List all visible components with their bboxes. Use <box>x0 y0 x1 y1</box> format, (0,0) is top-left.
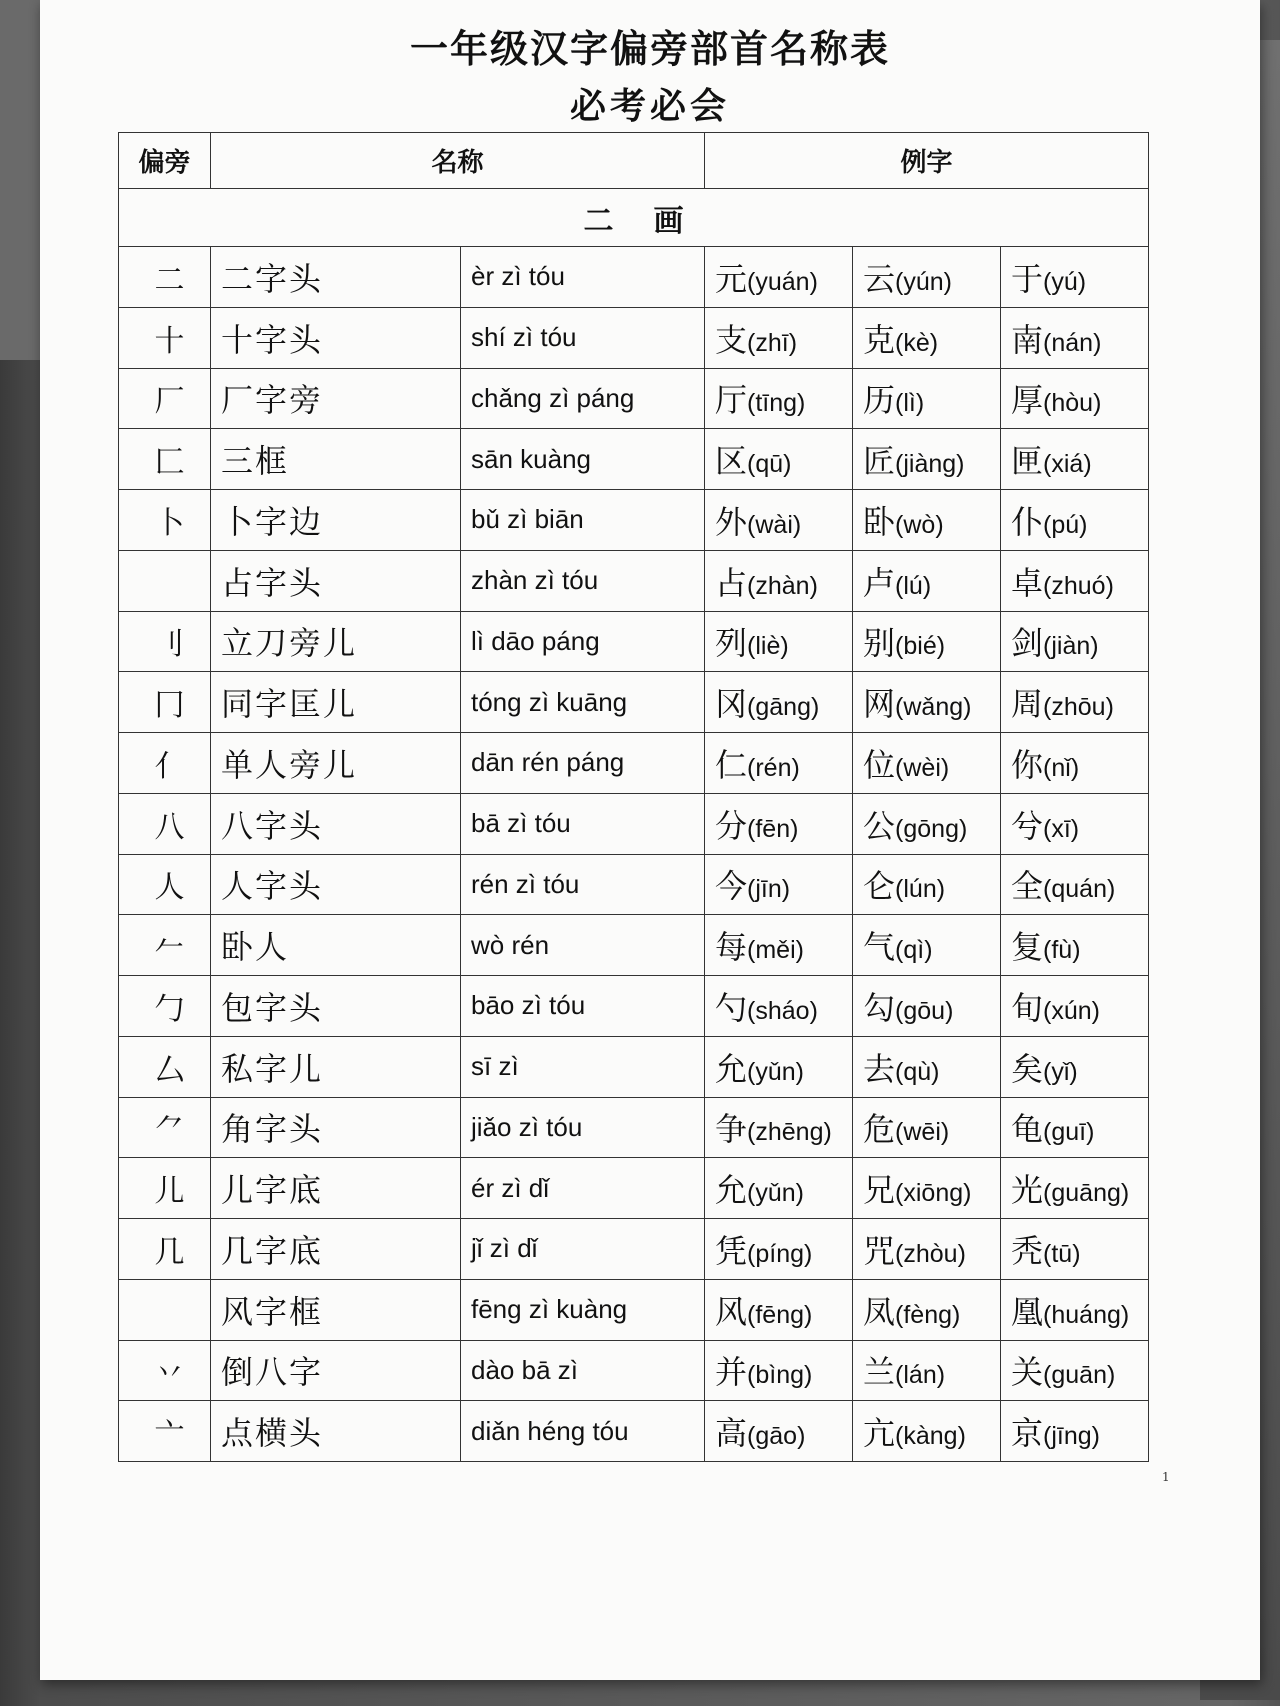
example-pinyin: (zhēng) <box>747 1118 832 1147</box>
example-cell <box>853 915 1001 976</box>
pinyin-cell: bǔ zì biān <box>461 490 705 551</box>
table-row <box>119 1158 1149 1219</box>
example-cell <box>853 672 1001 733</box>
name-cell: 二字头 <box>211 247 461 308</box>
example-char: 厚 <box>1011 381 1044 420</box>
example-char: 云 <box>863 259 896 298</box>
example-char: 秃 <box>1011 1231 1044 1270</box>
radical-cell: 儿 <box>119 1158 211 1219</box>
example-char: 冈 <box>715 685 748 724</box>
example-cell <box>705 733 853 794</box>
example-char: 咒 <box>863 1231 896 1270</box>
example-cell <box>1001 976 1149 1037</box>
example-pinyin: (xún) <box>1043 996 1100 1025</box>
example-cell <box>853 793 1001 854</box>
example-pinyin: (fèng) <box>895 1300 961 1329</box>
example-cell <box>705 550 853 611</box>
example-pinyin: (jiàn) <box>1043 632 1099 661</box>
radical-cell: ⺈ <box>119 1097 211 1158</box>
example-cell <box>1001 611 1149 672</box>
example-cell <box>705 368 853 429</box>
pinyin-cell: sān kuàng <box>461 429 705 490</box>
example-char: 克 <box>863 320 896 359</box>
example-pinyin: (fù) <box>1043 936 1081 965</box>
example-char: 分 <box>715 806 748 845</box>
example-char: 于 <box>1011 259 1044 298</box>
example-char: 仁 <box>715 745 748 784</box>
example-pinyin: (xiōng) <box>895 1179 972 1208</box>
page-title: 一年级汉字偏旁部首名称表 <box>409 27 890 71</box>
example-cell <box>853 429 1001 490</box>
radical-cell: 匚 <box>119 429 211 490</box>
pinyin-cell: rén zì tóu <box>461 854 705 915</box>
example-char: 公 <box>863 806 896 845</box>
example-char: 卢 <box>863 563 896 602</box>
example-cell <box>705 490 853 551</box>
example-pinyin: (píng) <box>747 1239 813 1268</box>
example-char: 南 <box>1011 320 1044 359</box>
example-pinyin: (guāng) <box>1043 1179 1130 1208</box>
table-row <box>119 1097 1149 1158</box>
example-pinyin: (liè) <box>747 632 789 661</box>
example-cell <box>1001 368 1149 429</box>
example-char: 卧 <box>863 502 896 541</box>
example-pinyin: (zhòu) <box>895 1239 966 1268</box>
example-pinyin: (jīn) <box>747 875 791 904</box>
section-row <box>119 189 1149 247</box>
example-cell <box>1001 915 1149 976</box>
example-char: 光 <box>1011 1171 1044 1210</box>
example-pinyin: (xiá) <box>1043 450 1092 479</box>
example-cell <box>1001 429 1149 490</box>
paper-sheet <box>40 0 1260 1680</box>
example-cell <box>1001 1036 1149 1097</box>
example-cell <box>853 733 1001 794</box>
example-pinyin: (wài) <box>747 510 802 539</box>
example-pinyin: (quán) <box>1043 875 1116 904</box>
example-char: 勾 <box>863 988 896 1027</box>
name-cell: 单人旁儿 <box>211 733 461 794</box>
table-row <box>119 854 1149 915</box>
pinyin-cell: bāo zì tóu <box>461 976 705 1037</box>
radical-cell: 亻 <box>119 733 211 794</box>
example-cell <box>853 1340 1001 1401</box>
name-cell: 倒八字 <box>211 1340 461 1401</box>
radical-cell: 厶 <box>119 1036 211 1097</box>
name-cell: 风字框 <box>211 1279 461 1340</box>
radical-cell: 勹 <box>119 976 211 1037</box>
example-cell <box>705 915 853 976</box>
name-cell: 点横头 <box>211 1401 461 1462</box>
example-pinyin: (qù) <box>895 1057 940 1086</box>
example-char: 凰 <box>1011 1292 1044 1331</box>
name-cell: 几字底 <box>211 1219 461 1280</box>
example-pinyin: (qì) <box>895 936 933 965</box>
example-char: 关 <box>1011 1353 1044 1392</box>
example-char: 允 <box>715 1049 748 1088</box>
table-row <box>119 1340 1149 1401</box>
radical-cell: 几 <box>119 1219 211 1280</box>
pinyin-cell: chǎng zì páng <box>461 368 705 429</box>
example-char: 元 <box>715 259 748 298</box>
example-char: 匠 <box>863 442 896 481</box>
example-pinyin: (wēi) <box>895 1118 950 1147</box>
example-pinyin: (yǐ) <box>1043 1057 1078 1086</box>
example-char: 卓 <box>1011 563 1044 602</box>
example-char: 矣 <box>1011 1049 1044 1088</box>
radical-cell: 八 <box>119 793 211 854</box>
example-char: 网 <box>863 685 896 724</box>
example-pinyin: (lán) <box>895 1361 946 1390</box>
radical-cell: 刂 <box>119 611 211 672</box>
example-cell <box>705 611 853 672</box>
example-cell <box>705 1279 853 1340</box>
example-pinyin: (fēng) <box>747 1300 813 1329</box>
example-cell <box>1001 793 1149 854</box>
example-char: 亢 <box>863 1414 896 1453</box>
pinyin-cell: sī zì <box>461 1036 705 1097</box>
example-pinyin: (pú) <box>1043 510 1088 539</box>
example-char: 凭 <box>715 1231 748 1270</box>
pinyin-cell: fēng zì kuàng <box>461 1279 705 1340</box>
radical-table <box>118 132 1149 1462</box>
example-cell <box>1001 1158 1149 1219</box>
example-char: 龟 <box>1011 1110 1044 1149</box>
example-pinyin: (kàng) <box>895 1422 966 1451</box>
table-row <box>119 550 1149 611</box>
example-cell <box>1001 247 1149 308</box>
example-char: 旬 <box>1011 988 1044 1027</box>
example-cell <box>705 672 853 733</box>
pinyin-cell: jǐ zì dǐ <box>461 1219 705 1280</box>
example-cell <box>853 1097 1001 1158</box>
pinyin-cell: lì dāo páng <box>461 611 705 672</box>
table-row <box>119 976 1149 1037</box>
example-cell <box>853 611 1001 672</box>
example-cell <box>1001 490 1149 551</box>
header-radical: 偏旁 <box>119 133 211 189</box>
example-cell <box>853 854 1001 915</box>
example-cell <box>853 1401 1001 1462</box>
example-cell <box>1001 1097 1149 1158</box>
example-char: 兮 <box>1011 806 1044 845</box>
example-pinyin: (bié) <box>895 632 946 661</box>
example-pinyin: (fēn) <box>747 814 799 843</box>
example-pinyin: (jiàng) <box>895 450 965 479</box>
example-char: 剑 <box>1011 624 1044 663</box>
pinyin-cell: tóng zì kuāng <box>461 672 705 733</box>
example-cell <box>853 1279 1001 1340</box>
example-char: 占 <box>715 563 748 602</box>
table-row <box>119 733 1149 794</box>
section-title: 二画 <box>119 189 1149 247</box>
example-char: 位 <box>863 745 896 784</box>
example-char: 你 <box>1011 745 1044 784</box>
example-cell <box>705 1158 853 1219</box>
example-char: 别 <box>863 624 896 663</box>
example-char: 气 <box>863 928 896 967</box>
radical-cell: 𠂉 <box>119 915 211 976</box>
table-row <box>119 307 1149 368</box>
example-pinyin: (gāo) <box>747 1422 806 1451</box>
example-char: 并 <box>715 1353 748 1392</box>
example-cell <box>853 1036 1001 1097</box>
table-row <box>119 1279 1149 1340</box>
example-pinyin: (yú) <box>1043 267 1087 296</box>
name-cell: 包字头 <box>211 976 461 1037</box>
example-cell <box>705 1097 853 1158</box>
pinyin-cell: wò rén <box>461 915 705 976</box>
example-char: 高 <box>715 1414 748 1453</box>
example-pinyin: (jīng) <box>1043 1422 1100 1451</box>
example-cell <box>853 247 1001 308</box>
radical-cell: 厂 <box>119 368 211 429</box>
pinyin-cell: èr zì tóu <box>461 247 705 308</box>
example-cell <box>705 307 853 368</box>
example-pinyin: (nǐ) <box>1043 753 1080 782</box>
example-cell <box>853 1158 1001 1219</box>
name-cell: 立刀旁儿 <box>211 611 461 672</box>
example-cell <box>1001 1219 1149 1280</box>
radical-cell: 十 <box>119 307 211 368</box>
example-pinyin: (yǔn) <box>747 1057 804 1086</box>
pinyin-cell: bā zì tóu <box>461 793 705 854</box>
name-cell: 八字头 <box>211 793 461 854</box>
example-char: 复 <box>1011 928 1044 967</box>
example-pinyin: (huáng) <box>1043 1300 1130 1329</box>
name-cell: 卜字边 <box>211 490 461 551</box>
example-pinyin: (gōu) <box>895 996 954 1025</box>
name-cell: 儿字底 <box>211 1158 461 1219</box>
example-char: 危 <box>863 1110 896 1149</box>
example-cell <box>853 550 1001 611</box>
example-cell <box>1001 307 1149 368</box>
name-cell: 角字头 <box>211 1097 461 1158</box>
radical-cell: 丷 <box>119 1340 211 1401</box>
radical-cell: 人 <box>119 854 211 915</box>
example-pinyin: (gōng) <box>895 814 968 843</box>
example-cell <box>853 368 1001 429</box>
example-char: 匣 <box>1011 442 1044 481</box>
pinyin-cell: diǎn héng tóu <box>461 1401 705 1462</box>
example-char: 支 <box>715 320 748 359</box>
example-cell <box>705 1036 853 1097</box>
example-pinyin: (zhuó) <box>1043 571 1114 600</box>
page-number: 1 <box>1162 1470 1170 1484</box>
table-row <box>119 1401 1149 1462</box>
example-cell <box>705 854 853 915</box>
example-pinyin: (guān) <box>1043 1361 1116 1390</box>
example-char: 全 <box>1011 867 1044 906</box>
example-char: 每 <box>715 928 748 967</box>
name-cell: 私字儿 <box>211 1036 461 1097</box>
example-char: 风 <box>715 1292 748 1331</box>
example-char: 历 <box>863 381 896 420</box>
name-cell: 十字头 <box>211 307 461 368</box>
example-cell <box>705 793 853 854</box>
example-pinyin: (kè) <box>895 328 939 357</box>
radical-cell <box>119 1279 211 1340</box>
example-cell <box>705 429 853 490</box>
example-pinyin: (tīng) <box>747 389 806 418</box>
example-char: 凤 <box>863 1292 896 1331</box>
example-cell <box>1001 672 1149 733</box>
example-pinyin: (gāng) <box>747 693 820 722</box>
example-char: 厅 <box>715 381 748 420</box>
name-cell: 同字匡儿 <box>211 672 461 733</box>
pinyin-cell: jiǎo zì tóu <box>461 1097 705 1158</box>
example-char: 仆 <box>1011 502 1044 541</box>
example-cell <box>705 1340 853 1401</box>
example-char: 今 <box>715 867 748 906</box>
example-pinyin: (zhōu) <box>1043 693 1114 722</box>
table-row <box>119 429 1149 490</box>
example-pinyin: (hòu) <box>1043 389 1102 418</box>
table-row <box>119 915 1149 976</box>
page-subtitle: 必考必会 <box>569 86 730 127</box>
example-cell <box>853 1219 1001 1280</box>
example-pinyin: (wèi) <box>895 753 950 782</box>
table-row <box>119 1219 1149 1280</box>
example-char: 区 <box>715 442 748 481</box>
example-pinyin: (nán) <box>1043 328 1102 357</box>
example-cell <box>1001 1401 1149 1462</box>
table-row <box>119 490 1149 551</box>
example-cell <box>853 976 1001 1037</box>
example-pinyin: (lú) <box>895 571 932 600</box>
example-pinyin: (měi) <box>747 936 804 965</box>
header-name: 名称 <box>211 133 705 189</box>
example-cell <box>853 490 1001 551</box>
example-pinyin: (guī) <box>1043 1118 1095 1147</box>
example-char: 列 <box>715 624 748 663</box>
example-pinyin: (qū) <box>747 450 792 479</box>
name-cell: 占字头 <box>211 550 461 611</box>
pinyin-cell: dào bā zì <box>461 1340 705 1401</box>
example-char: 京 <box>1011 1414 1044 1453</box>
example-pinyin: (yuán) <box>747 267 818 296</box>
example-cell <box>1001 1340 1149 1401</box>
example-pinyin: (xī) <box>1043 814 1080 843</box>
example-pinyin: (yún) <box>895 267 952 296</box>
table-row <box>119 368 1149 429</box>
example-pinyin: (lì) <box>895 389 925 418</box>
example-pinyin: (bìng) <box>747 1361 813 1390</box>
example-cell <box>705 1401 853 1462</box>
example-pinyin: (wò) <box>895 510 944 539</box>
example-cell <box>853 307 1001 368</box>
example-pinyin: (rén) <box>747 753 800 782</box>
example-pinyin: (wǎng) <box>895 693 972 722</box>
example-char: 仑 <box>863 867 896 906</box>
radical-cell <box>119 550 211 611</box>
example-pinyin: (yǔn) <box>747 1179 804 1208</box>
table-header-row <box>119 133 1149 189</box>
example-pinyin: (zhī) <box>747 328 798 357</box>
example-char: 兄 <box>863 1171 896 1210</box>
example-cell <box>705 247 853 308</box>
pinyin-cell: dān rén páng <box>461 733 705 794</box>
pinyin-cell: zhàn zì tóu <box>461 550 705 611</box>
table-row <box>119 672 1149 733</box>
example-cell <box>705 1219 853 1280</box>
table-row <box>119 1036 1149 1097</box>
pinyin-cell: ér zì dǐ <box>461 1158 705 1219</box>
example-char: 外 <box>715 502 748 541</box>
table-row <box>119 793 1149 854</box>
example-char: 周 <box>1011 685 1044 724</box>
example-char: 允 <box>715 1171 748 1210</box>
example-char: 兰 <box>863 1353 896 1392</box>
example-pinyin: (tū) <box>1043 1239 1081 1268</box>
example-char: 争 <box>715 1110 748 1149</box>
pinyin-cell: shí zì tóu <box>461 307 705 368</box>
radical-cell: 冂 <box>119 672 211 733</box>
example-pinyin: (lún) <box>895 875 946 904</box>
name-cell: 人字头 <box>211 854 461 915</box>
example-cell <box>1001 550 1149 611</box>
example-cell <box>705 976 853 1037</box>
example-char: 去 <box>863 1049 896 1088</box>
radical-cell: 亠 <box>119 1401 211 1462</box>
example-cell <box>1001 854 1149 915</box>
name-cell: 三框 <box>211 429 461 490</box>
table-row <box>119 611 1149 672</box>
example-cell <box>1001 1279 1149 1340</box>
name-cell: 卧人 <box>211 915 461 976</box>
example-pinyin: (sháo) <box>747 996 818 1025</box>
radical-cell: 卜 <box>119 490 211 551</box>
example-char: 勺 <box>715 988 748 1027</box>
radical-cell: 二 <box>119 247 211 308</box>
header-examples: 例字 <box>705 133 1149 189</box>
example-pinyin: (zhàn) <box>747 571 818 600</box>
example-cell <box>1001 733 1149 794</box>
table-row <box>119 247 1149 308</box>
name-cell: 厂字旁 <box>211 368 461 429</box>
